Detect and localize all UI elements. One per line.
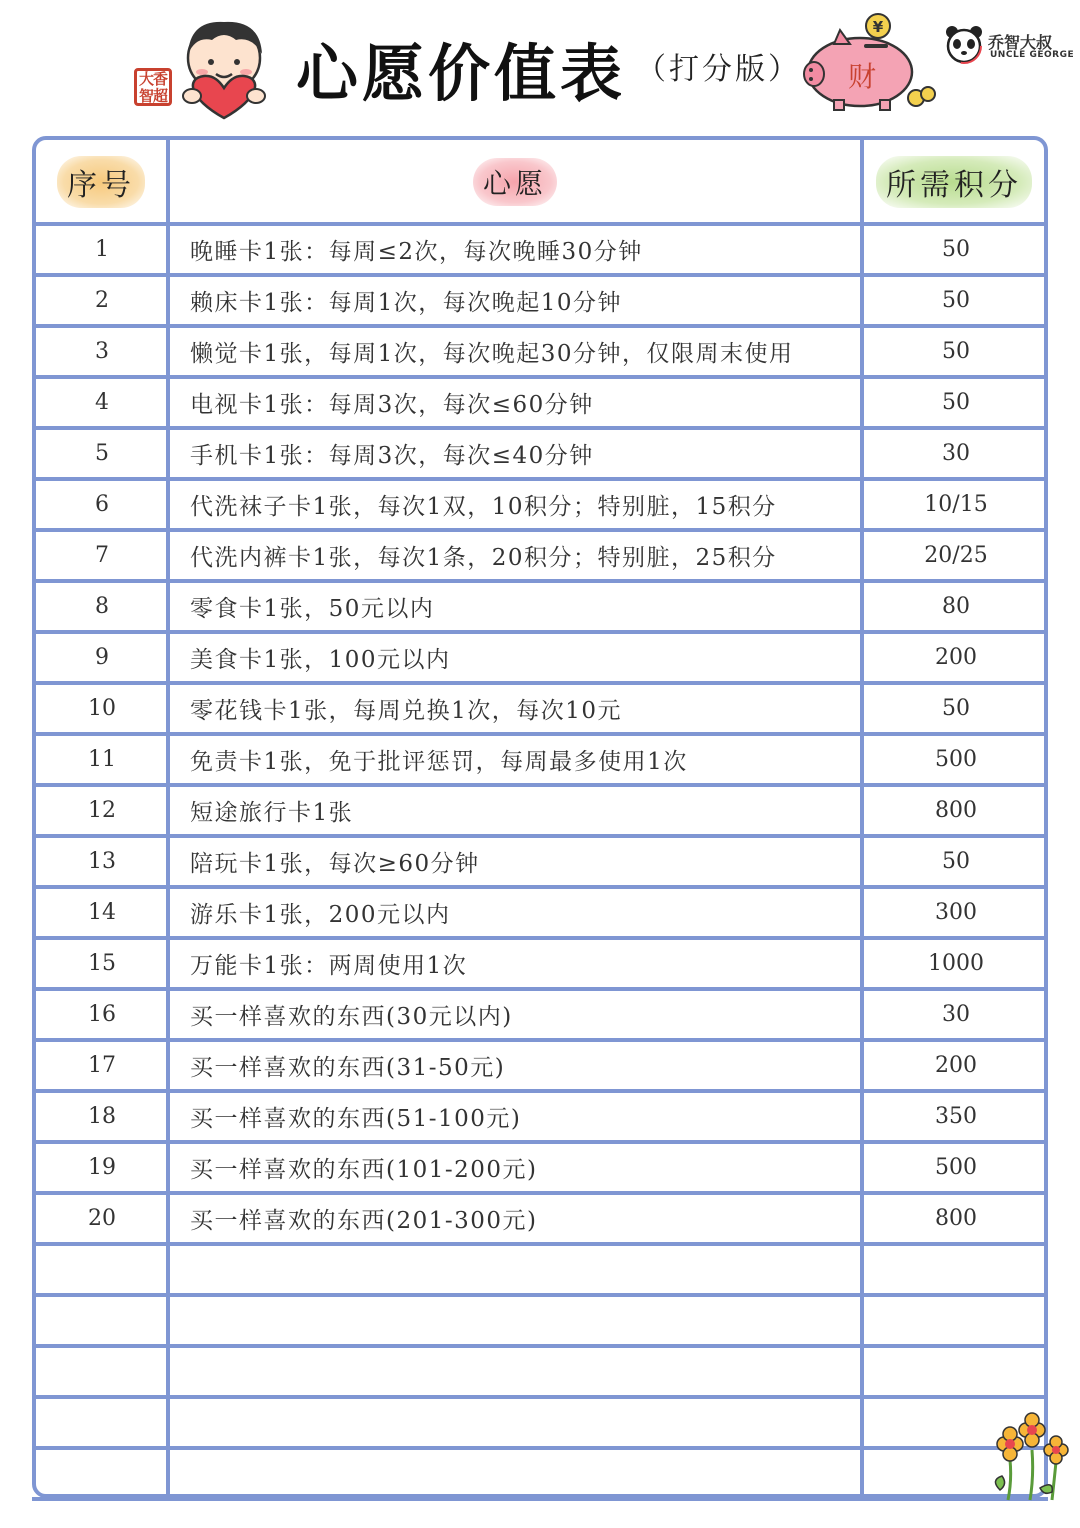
row-wish: 赖床卡1张：每周1次，每次晚起10分钟 — [190, 290, 623, 316]
row-seq: 15 — [88, 951, 116, 976]
row-wish: 买一样喜欢的东西(31-50元) — [190, 1055, 506, 1081]
row-wish: 代洗内裤卡1张，每次1条，20积分；特别脏，25积分 — [190, 545, 777, 571]
row-points: 800 — [935, 1206, 977, 1231]
table-row — [36, 1195, 1044, 1242]
row-points: 30 — [942, 441, 970, 466]
panda-logo-icon — [944, 24, 984, 64]
row-seq: 16 — [88, 1002, 116, 1027]
row-points: 50 — [942, 339, 970, 364]
row-wish: 买一样喜欢的东西(201-300元) — [190, 1208, 538, 1234]
row-seq: 1 — [95, 237, 109, 262]
row-wish: 晚睡卡1张：每周≤2次，每次晚睡30分钟 — [190, 239, 643, 265]
table-row — [36, 634, 1044, 681]
row-seq: 5 — [95, 441, 109, 466]
row-wish: 买一样喜欢的东西(30元以内) — [190, 1004, 513, 1030]
row-wish: 买一样喜欢的东西(51-100元) — [190, 1106, 522, 1132]
row-seq: 10 — [88, 696, 116, 721]
row-wish: 懒觉卡1张，每周1次，每次晚起30分钟，仅限周末使用 — [190, 341, 794, 367]
row-wish: 短途旅行卡1张 — [190, 800, 354, 826]
row-points: 50 — [942, 237, 970, 262]
row-seq: 3 — [95, 339, 109, 364]
row-divider — [32, 1395, 1048, 1399]
header-wish-label: 心愿 — [473, 158, 557, 206]
row-seq: 20 — [88, 1206, 116, 1231]
row-wish: 零花钱卡1张，每周兑换1次，每次10元 — [190, 698, 623, 724]
row-seq: 7 — [95, 543, 109, 568]
table-row — [36, 889, 1044, 936]
table-row — [36, 226, 1044, 273]
table-row — [36, 736, 1044, 783]
row-wish: 免责卡1张，免于批评惩罚，每周最多使用1次 — [190, 749, 688, 775]
row-points: 200 — [935, 1053, 977, 1078]
row-points: 10/15 — [924, 492, 988, 517]
row-seq: 4 — [95, 390, 109, 415]
row-wish: 陪玩卡1张，每次≥60分钟 — [190, 851, 480, 877]
brand-name: 乔智大叔 — [988, 33, 1053, 52]
row-divider — [32, 1293, 1048, 1297]
row-wish: 万能卡1张：两周使用1次 — [190, 953, 468, 979]
row-points: 350 — [935, 1104, 977, 1129]
row-wish: 代洗袜子卡1张，每次1双，10积分；特别脏，15积分 — [190, 494, 777, 520]
row-points: 200 — [935, 645, 977, 670]
row-divider — [32, 1497, 1048, 1501]
table-row — [36, 583, 1044, 630]
row-wish: 电视卡1张：每周3次，每次≤60分钟 — [190, 392, 594, 418]
row-divider — [32, 1446, 1048, 1450]
table-row — [36, 328, 1044, 375]
svg-text:¥: ¥ — [872, 18, 884, 36]
flowers-icon — [980, 1410, 1076, 1502]
row-points: 1000 — [928, 951, 984, 976]
table-row — [36, 787, 1044, 834]
row-points: 500 — [935, 747, 977, 772]
brand-english-name: UNCLE GEORGE — [990, 50, 1075, 60]
table-row — [36, 277, 1044, 324]
header-points-label: 所需积分 — [876, 156, 1032, 208]
table-row — [36, 838, 1044, 885]
table-row — [36, 1093, 1044, 1140]
row-points: 800 — [935, 798, 977, 823]
row-seq: 18 — [88, 1104, 116, 1129]
row-seq: 14 — [88, 900, 116, 925]
table-row — [36, 532, 1044, 579]
table-row — [36, 1042, 1044, 1089]
table-row — [36, 430, 1044, 477]
table-row — [36, 1144, 1044, 1191]
row-seq: 12 — [88, 798, 116, 823]
row-divider — [32, 1344, 1048, 1348]
table-row — [36, 991, 1044, 1038]
row-points: 500 — [935, 1155, 977, 1180]
row-wish: 美食卡1张，100元以内 — [190, 647, 451, 673]
row-wish: 手机卡1张：每周3次，每次≤40分钟 — [190, 443, 594, 469]
row-points: 80 — [942, 594, 970, 619]
row-seq: 8 — [95, 594, 109, 619]
row-points: 50 — [942, 849, 970, 874]
row-wish: 游乐卡1张，200元以内 — [190, 902, 451, 928]
row-divider — [32, 1242, 1048, 1246]
row-points: 50 — [942, 696, 970, 721]
row-points: 50 — [942, 390, 970, 415]
page-title: 心愿价值表 — [296, 37, 627, 110]
seal-text: 大香智超 — [138, 70, 167, 105]
row-seq: 11 — [88, 747, 116, 772]
table-row — [36, 940, 1044, 987]
table-row — [36, 481, 1044, 528]
row-wish: 零食卡1张，50元以内 — [190, 596, 435, 622]
row-seq: 2 — [95, 288, 109, 313]
row-points: 300 — [935, 900, 977, 925]
row-points: 30 — [942, 1002, 970, 1027]
piggy-bank-icon — [800, 8, 940, 112]
row-seq: 9 — [95, 645, 109, 670]
svg-text:财: 财 — [847, 60, 877, 93]
row-seq: 17 — [88, 1053, 116, 1078]
seal-stamp — [134, 68, 172, 106]
header-wish — [170, 150, 860, 214]
boy-with-heart-icon — [178, 14, 270, 122]
row-seq: 6 — [95, 492, 109, 517]
header-seq-label: 序号 — [57, 156, 145, 208]
table-row — [36, 685, 1044, 732]
row-points: 50 — [942, 288, 970, 313]
row-seq: 19 — [88, 1155, 116, 1180]
header-points — [864, 150, 1044, 214]
page-subtitle: （打分版） — [636, 52, 801, 87]
row-wish: 买一样喜欢的东西(101-200元) — [190, 1157, 538, 1183]
table-row — [36, 379, 1044, 426]
row-points: 20/25 — [924, 543, 988, 568]
header-seq — [36, 150, 166, 214]
row-seq: 13 — [88, 849, 116, 874]
page-header — [0, 0, 1080, 125]
